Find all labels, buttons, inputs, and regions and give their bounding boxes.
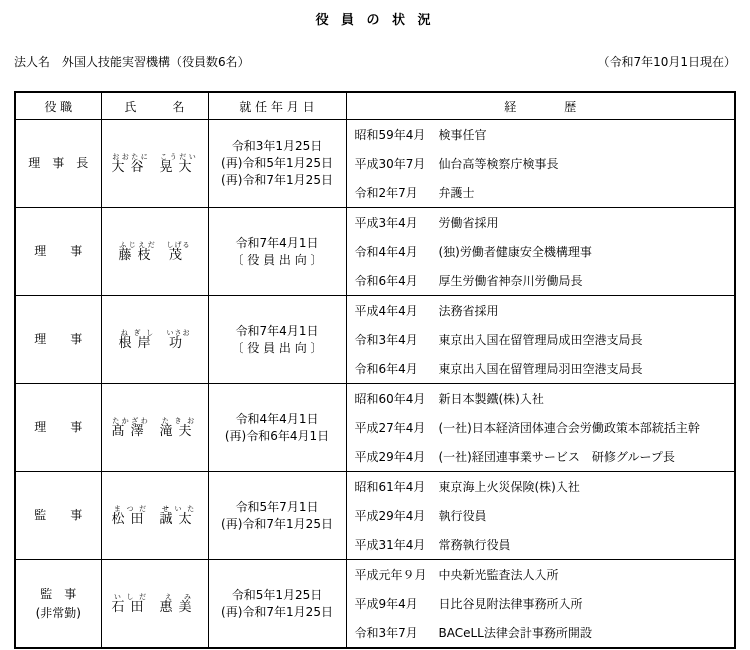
appointment-line: 令和7年4月1日 xyxy=(235,235,319,250)
name-surname: 藤枝ふじえだ xyxy=(118,240,157,263)
appointment-cell xyxy=(208,560,346,649)
name-given: 滝夫たきお xyxy=(159,416,198,439)
career-date: 昭和59年4月 xyxy=(354,128,426,142)
position-label: 監 事 xyxy=(40,586,77,601)
name-cell xyxy=(101,120,208,208)
career-cell xyxy=(346,120,735,208)
furigana: ふじえだ xyxy=(118,240,157,249)
career-line xyxy=(347,442,735,471)
appointment-cell xyxy=(208,208,346,296)
career-line xyxy=(347,237,735,266)
career-desc: 執行役員 xyxy=(438,509,487,523)
career-desc: 労働省採用 xyxy=(438,216,499,230)
appointment-line: 令和4年4月1日 xyxy=(235,411,319,426)
career-cell xyxy=(346,208,735,296)
appointment-line: (再)令和7年1月25日 xyxy=(221,173,333,187)
career-line xyxy=(347,384,735,413)
page-title: 役 員 の 状 況 xyxy=(315,13,435,28)
career-desc: 弁護士 xyxy=(438,186,475,200)
career-desc: (一社)経団連事業サービス 研修グループ長 xyxy=(438,450,675,464)
career-cell xyxy=(346,472,735,560)
career-date: 令和6年4月 xyxy=(354,274,418,288)
name-cell xyxy=(101,384,208,472)
officers-table xyxy=(14,91,736,649)
career-date: 平成9年4月 xyxy=(354,597,418,611)
appointment-line: (再)令和5年1月25日 xyxy=(221,156,333,170)
career-desc: 法務省採用 xyxy=(438,304,499,318)
appointment-cell xyxy=(208,296,346,384)
career-date: 令和2年7月 xyxy=(354,186,418,200)
appointment-cell xyxy=(208,384,346,472)
career-date: 昭和61年4月 xyxy=(354,480,426,494)
furigana: こうだい xyxy=(159,152,198,161)
career-date: 平成29年4月 xyxy=(354,509,426,523)
furigana: いさお xyxy=(166,328,191,337)
career-date: 昭和60年4月 xyxy=(354,392,426,406)
position-label: (非常勤) xyxy=(35,605,81,620)
career-line xyxy=(347,266,735,295)
career-line xyxy=(347,618,735,647)
career-line xyxy=(347,149,735,178)
career-line xyxy=(347,472,735,501)
furigana: しげる xyxy=(166,240,191,249)
career-line xyxy=(347,178,735,207)
career-desc: 中央新光監査法人入所 xyxy=(438,568,559,582)
career-date: 平成30年7月 xyxy=(354,157,426,171)
furigana: たきお xyxy=(159,416,198,425)
career-line xyxy=(347,354,735,383)
position-cell xyxy=(15,120,101,208)
appointment-cell xyxy=(208,120,346,208)
career-line xyxy=(347,208,735,237)
header-name: 氏 名 xyxy=(101,92,208,120)
career-date: 令和3年7月 xyxy=(354,626,418,640)
career-desc: 検事任官 xyxy=(438,128,487,142)
appointment-line: 令和3年1月25日 xyxy=(231,139,323,153)
position-label: 監 事 xyxy=(34,508,83,522)
table-row xyxy=(15,208,735,296)
career-desc: 日比谷見附法律事務所入所 xyxy=(438,597,583,611)
appointment-line: 令和7年4月1日 xyxy=(235,323,319,338)
career-date: 平成31年4月 xyxy=(354,538,426,552)
career-line xyxy=(347,325,735,354)
as-of-date: （令和7年10月1日現在） xyxy=(597,55,736,69)
appointment-line: 令和5年7月1日 xyxy=(235,499,319,514)
table-row xyxy=(15,472,735,560)
career-line xyxy=(347,120,735,149)
career-desc: BACeLL法律会計事務所開設 xyxy=(438,626,592,640)
corporation-name: 法人名 外国人技能実習機構（役員数6名） xyxy=(14,55,250,69)
table-row xyxy=(15,384,735,472)
career-cell xyxy=(346,296,735,384)
career-desc: (一社)日本経済団体連合会労働政策本部統括主幹 xyxy=(438,421,700,435)
position-cell xyxy=(15,384,101,472)
name-cell xyxy=(101,208,208,296)
name-surname: 根岸ねぎし xyxy=(118,328,157,351)
appointment-cell xyxy=(208,472,346,560)
career-desc: 新日本製鐵(株)入社 xyxy=(438,392,544,406)
header-career: 経 歴 xyxy=(346,92,735,120)
name-surname: 石田いしだ xyxy=(111,592,150,615)
header-row xyxy=(15,92,735,120)
career-cell xyxy=(346,560,735,649)
position-label: 理 事 xyxy=(34,244,83,258)
table-row xyxy=(15,560,735,649)
table-row xyxy=(15,296,735,384)
furigana: せいた xyxy=(159,504,198,513)
furigana: ねぎし xyxy=(118,328,157,337)
position-cell xyxy=(15,472,101,560)
header-appointed: 就 任 年 月 日 xyxy=(208,92,346,120)
name-cell xyxy=(101,560,208,649)
position-cell xyxy=(15,208,101,296)
career-desc: 東京出入国在留管理局羽田空港支局長 xyxy=(438,362,643,376)
career-desc: 厚生労働省神奈川労働局長 xyxy=(438,274,583,288)
name-surname: 大谷おおたに xyxy=(111,152,150,175)
career-cell xyxy=(346,384,735,472)
furigana: まつだ xyxy=(111,504,150,513)
career-date: 令和3年4月 xyxy=(354,333,418,347)
name-given: 晃大こうだい xyxy=(159,152,198,175)
career-line xyxy=(347,530,735,559)
career-desc: 東京出入国在留管理局成田空港支局長 xyxy=(438,333,643,347)
position-cell xyxy=(15,560,101,649)
name-surname: 松田まつだ xyxy=(111,504,150,527)
appointment-line: 〔 役 員 出 向 〕 xyxy=(231,252,323,267)
name-surname: 髙澤たかざわ xyxy=(111,416,150,439)
career-date: 平成元年９月 xyxy=(354,568,427,582)
appointment-line: 〔 役 員 出 向 〕 xyxy=(231,340,323,355)
career-line xyxy=(347,501,735,530)
appointment-line: (再)令和7年1月25日 xyxy=(221,516,333,531)
furigana: えみ xyxy=(159,592,198,601)
career-date: 平成3年4月 xyxy=(354,216,418,230)
name-given: 惠美えみ xyxy=(159,592,198,615)
career-line xyxy=(347,589,735,618)
career-line xyxy=(347,413,735,442)
name-given: 誠太せいた xyxy=(159,504,198,527)
appointment-line: 令和5年1月25日 xyxy=(231,587,323,602)
position-cell xyxy=(15,296,101,384)
position-label: 理 事 長 xyxy=(28,156,89,170)
position-label: 理 事 xyxy=(34,420,83,434)
appointment-line: (再)令和7年1月25日 xyxy=(221,604,333,619)
name-cell xyxy=(101,472,208,560)
career-desc: 常務執行役員 xyxy=(438,538,511,552)
meta-row xyxy=(14,53,736,70)
career-line xyxy=(347,296,735,325)
career-desc: 東京海上火災保険(株)入社 xyxy=(438,480,580,494)
table-row xyxy=(15,120,735,208)
furigana: おおたに xyxy=(111,152,150,161)
career-date: 令和4年4月 xyxy=(354,245,418,259)
career-date: 令和6年4月 xyxy=(354,362,418,376)
career-desc: (独)労働者健康安全機構理事 xyxy=(438,245,592,259)
furigana: たかざわ xyxy=(111,416,150,425)
position-label: 理 事 xyxy=(34,332,83,346)
career-date: 平成4年4月 xyxy=(354,304,418,318)
name-cell xyxy=(101,296,208,384)
header-position: 役 職 xyxy=(15,92,101,120)
career-date: 平成27年4月 xyxy=(354,421,426,435)
career-date: 平成29年4月 xyxy=(354,450,426,464)
appointment-line: (再)令和6年4月1日 xyxy=(224,428,330,443)
career-line xyxy=(347,560,735,589)
career-desc: 仙台高等検察庁検事長 xyxy=(438,157,559,171)
name-given: 茂しげる xyxy=(166,240,191,263)
name-given: 功いさお xyxy=(166,328,191,351)
furigana: いしだ xyxy=(111,592,150,601)
